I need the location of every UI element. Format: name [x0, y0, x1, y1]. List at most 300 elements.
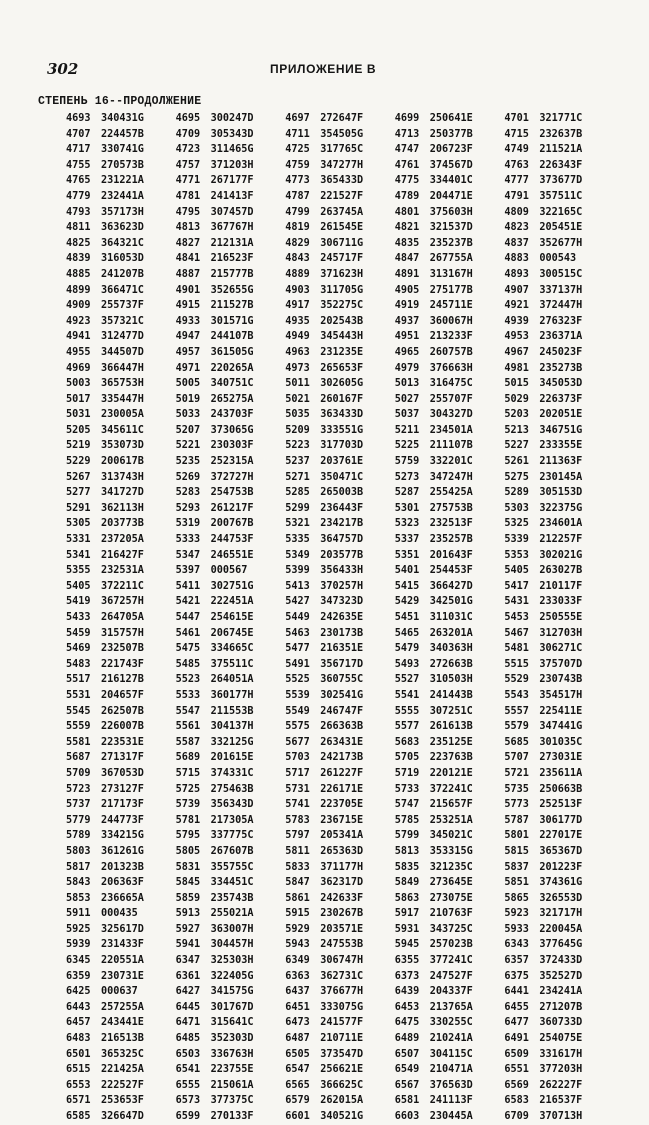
table-entry [504, 626, 614, 642]
entry-polynomial: 340751C [210, 378, 254, 390]
entry-polynomial: 307457D [210, 206, 254, 218]
table-entry [176, 1047, 286, 1063]
entry-polynomial: 234601A [539, 518, 583, 530]
entry-polynomial: 306271C [539, 643, 583, 655]
entry-degree: 6451 [285, 1001, 310, 1013]
entry-polynomial: 263745A [320, 206, 364, 218]
entry-polynomial: 265653F [320, 362, 364, 374]
entry-polynomial: 215657F [429, 799, 473, 811]
entry-degree: 5851 [504, 877, 529, 889]
entry-degree: 5405 [66, 580, 91, 592]
table-entry [395, 797, 505, 813]
table-entry [504, 813, 614, 829]
entry-degree: 4963 [285, 346, 310, 358]
entry-degree: 4967 [504, 346, 529, 358]
entry-degree: 5411 [175, 580, 201, 592]
entry-polynomial: 312477D [101, 331, 144, 343]
table-entry [66, 158, 176, 174]
entry-polynomial: 254753B [210, 487, 254, 499]
table-row [66, 953, 614, 969]
table-entry [395, 454, 505, 470]
entry-degree: 4717 [66, 144, 91, 156]
entry-polynomial: 261613B [429, 721, 473, 733]
entry-polynomial: 356433H [320, 565, 364, 577]
entry-polynomial: 266363B [320, 721, 364, 733]
entry-polynomial: 345053D [539, 378, 583, 390]
entry-polynomial: 307251C [429, 705, 473, 717]
table-entry [66, 1031, 176, 1047]
table-entry [285, 828, 395, 844]
table-entry [504, 657, 614, 673]
table-row [66, 1047, 614, 1063]
entry-polynomial: 360733D [539, 1017, 583, 1029]
table-entry [285, 392, 395, 408]
table-entry [285, 1109, 395, 1125]
table-entry [395, 891, 505, 907]
entry-degree: 5541 [394, 689, 420, 701]
entry-polynomial: 220121E [429, 767, 473, 779]
entry-polynomial: 200617B [101, 456, 144, 468]
entry-polynomial: 267607B [210, 845, 254, 857]
table-entry [395, 407, 505, 423]
entry-degree: 5811 [285, 845, 310, 857]
entry-polynomial: 345611C [101, 424, 144, 436]
entry-degree: 5003 [66, 378, 91, 390]
entry-polynomial: 230731E [101, 970, 144, 982]
table-entry [395, 361, 505, 377]
table-entry [66, 470, 176, 486]
table-entry [395, 953, 505, 969]
entry-polynomial: 357173H [101, 206, 144, 218]
entry-degree: 5469 [66, 643, 91, 655]
table-entry [66, 516, 176, 532]
entry-degree: 5491 [285, 658, 310, 670]
entry-polynomial: 371623H [320, 268, 364, 280]
entry-degree: 6599 [175, 1111, 201, 1122]
entry-polynomial: 345443H [320, 331, 364, 343]
entry-degree: 5859 [175, 892, 201, 904]
entry-degree: 5815 [504, 845, 529, 857]
table-entry [285, 937, 395, 953]
table-entry [504, 1093, 614, 1109]
entry-degree: 5795 [175, 830, 201, 842]
table-entry [285, 657, 395, 673]
entry-polynomial: 220265A [210, 362, 254, 374]
entry-polynomial: 255737F [101, 300, 144, 312]
entry-polynomial: 205341A [320, 830, 364, 842]
table-entry [285, 922, 395, 938]
table-entry [66, 594, 176, 610]
entry-degree: 6473 [285, 1017, 310, 1029]
entry-degree: 5479 [394, 643, 420, 655]
entry-polynomial: 347277H [320, 159, 364, 171]
entry-polynomial: 204471E [429, 190, 473, 202]
table-entry [285, 329, 395, 345]
entry-polynomial: 261217F [210, 502, 254, 514]
entry-degree: 5581 [66, 736, 91, 748]
table-entry [395, 672, 505, 688]
entry-polynomial: 216127B [101, 674, 144, 686]
table-entry [176, 735, 286, 751]
polynomial-table [66, 111, 614, 1125]
table-entry [395, 860, 505, 876]
entry-polynomial: 255707F [429, 393, 473, 405]
table-row [66, 937, 614, 953]
entry-degree: 5849 [394, 877, 420, 889]
entry-polynomial: 265003B [320, 487, 364, 499]
entry-degree: 5523 [175, 674, 201, 686]
entry-polynomial: 347441G [539, 721, 583, 733]
table-entry [176, 641, 286, 657]
entry-polynomial: 311031C [429, 612, 473, 623]
entry-polynomial: 326647D [101, 1111, 144, 1122]
entry-polynomial: 250663B [539, 783, 583, 795]
table-row [66, 189, 614, 205]
table-entry [66, 704, 176, 720]
entry-degree: 4723 [175, 144, 201, 156]
entry-degree: 6363 [285, 970, 310, 982]
entry-polynomial: 352275C [320, 300, 364, 312]
entry-degree: 5707 [504, 752, 529, 764]
entry-degree: 6585 [66, 1111, 91, 1122]
entry-degree: 4889 [285, 268, 310, 280]
entry-polynomial: 232507B [101, 643, 144, 655]
table-row [66, 392, 614, 408]
entry-polynomial: 372447H [539, 300, 583, 312]
entry-polynomial: 262227F [539, 1079, 583, 1091]
entry-polynomial: 377203H [539, 1064, 583, 1076]
table-row [66, 329, 614, 345]
entry-degree: 5417 [504, 580, 529, 592]
table-entry [504, 314, 614, 330]
table-entry [285, 641, 395, 657]
table-entry [66, 750, 176, 766]
table-entry [285, 236, 395, 252]
entry-degree: 5915 [285, 908, 310, 920]
entry-polynomial: 354505G [320, 128, 364, 140]
entry-degree: 4793 [66, 206, 91, 218]
table-entry [176, 127, 286, 143]
table-entry [395, 111, 505, 127]
table-entry [285, 454, 395, 470]
table-row [66, 220, 614, 236]
table-entry [176, 672, 286, 688]
entry-degree: 5429 [394, 596, 420, 608]
entry-polynomial: 352677H [539, 237, 583, 249]
table-entry [285, 735, 395, 751]
table-entry [285, 563, 395, 579]
entry-polynomial: 221425A [101, 1064, 144, 1076]
entry-degree: 5731 [285, 783, 310, 795]
entry-polynomial: 211553B [210, 705, 254, 717]
table-entry [66, 937, 176, 953]
table-entry [504, 205, 614, 221]
entry-polynomial: 262507B [101, 705, 144, 717]
entry-polynomial: 241207B [101, 268, 144, 280]
entry-degree: 6443 [66, 1001, 91, 1013]
entry-polynomial: 373547D [320, 1048, 364, 1060]
entry-degree: 6603 [394, 1111, 420, 1122]
entry-polynomial: 235257B [429, 534, 473, 546]
table-entry [176, 610, 286, 626]
table-entry [285, 1062, 395, 1078]
table-row [66, 782, 614, 798]
entry-polynomial: 270573B [101, 159, 144, 171]
table-entry [66, 860, 176, 876]
entry-degree: 5517 [66, 674, 91, 686]
entry-degree: 5797 [285, 830, 310, 842]
table-entry [66, 251, 176, 267]
table-row [66, 735, 614, 751]
entry-degree: 4765 [66, 175, 91, 187]
table-entry [504, 485, 614, 501]
entry-degree: 5415 [394, 580, 420, 592]
entry-polynomial: 255021A [210, 908, 254, 920]
table-entry [285, 688, 395, 704]
entry-degree: 5273 [394, 471, 420, 483]
entry-degree: 5413 [285, 580, 310, 592]
entry-polynomial: 273645E [429, 877, 473, 889]
table-entry [285, 844, 395, 860]
table-entry [176, 548, 286, 564]
entry-degree: 6547 [285, 1064, 310, 1076]
table-entry [176, 984, 286, 1000]
entry-degree: 5747 [394, 799, 420, 811]
entry-polynomial: 306747H [320, 955, 364, 967]
entry-polynomial: 276323F [539, 315, 583, 327]
table-entry [395, 392, 505, 408]
entry-degree: 4777 [504, 175, 529, 187]
entry-degree: 5783 [285, 814, 310, 826]
entry-polynomial: 272663B [429, 658, 473, 670]
entry-polynomial: 226171E [320, 783, 364, 795]
entry-polynomial: 230173B [320, 627, 364, 639]
entry-polynomial: 201643F [429, 549, 473, 561]
entry-polynomial: 211107B [429, 440, 473, 452]
entry-degree: 5741 [285, 799, 310, 811]
entry-polynomial: 365753H [101, 378, 144, 390]
entry-polynomial: 223763B [429, 752, 473, 764]
entry-degree: 5237 [285, 456, 310, 468]
entry-polynomial: 366625C [320, 1079, 364, 1091]
table-entry [66, 1109, 176, 1125]
entry-polynomial: 304137H [210, 721, 254, 733]
table-entry [66, 563, 176, 579]
entry-polynomial: 232441A [101, 190, 144, 202]
table-entry [285, 345, 395, 361]
entry-polynomial: 250377B [429, 128, 473, 140]
entry-degree: 5337 [394, 534, 420, 546]
table-row [66, 766, 614, 782]
table-entry [285, 875, 395, 891]
entry-degree: 5709 [66, 767, 91, 779]
entry-degree: 6437 [285, 986, 310, 998]
entry-polynomial: 211363F [539, 456, 583, 468]
table-entry [66, 1093, 176, 1109]
entry-polynomial: 361505G [210, 346, 254, 358]
entry-degree: 5737 [66, 799, 91, 811]
entry-polynomial: 236371A [539, 331, 583, 343]
page-number: 302 [47, 60, 79, 78]
table-row [66, 532, 614, 548]
table-row [66, 984, 614, 1000]
entry-degree: 5705 [394, 752, 420, 764]
entry-degree: 4905 [394, 284, 420, 296]
entry-degree: 6361 [175, 970, 201, 982]
entry-polynomial: 206745E [210, 627, 254, 639]
entry-polynomial: 247527F [429, 970, 473, 982]
table-entry [395, 813, 505, 829]
table-row [66, 485, 614, 501]
table-entry [176, 142, 286, 158]
table-entry [176, 1062, 286, 1078]
entry-degree: 5531 [66, 689, 91, 701]
entry-degree: 5579 [504, 721, 529, 733]
table-entry [66, 813, 176, 829]
entry-degree: 5843 [66, 877, 91, 889]
entry-polynomial: 302751G [210, 580, 254, 592]
entry-polynomial: 361261G [101, 845, 144, 857]
entry-degree: 4699 [394, 113, 420, 124]
entry-degree: 4909 [66, 300, 91, 312]
entry-degree: 6555 [175, 1079, 201, 1091]
entry-degree: 5835 [394, 861, 420, 873]
entry-polynomial: 305153D [539, 487, 583, 499]
table-entry [395, 485, 505, 501]
table-entry [285, 906, 395, 922]
table-entry [176, 173, 286, 189]
table-entry [285, 142, 395, 158]
table-entry [395, 828, 505, 844]
table-entry [504, 251, 614, 267]
entry-polynomial: 366471C [101, 284, 144, 296]
entry-polynomial: 210763F [429, 908, 473, 920]
table-entry [504, 220, 614, 236]
entry-degree: 6553 [66, 1079, 91, 1091]
entry-polynomial: 216513B [101, 1033, 144, 1045]
table-entry [285, 1078, 395, 1094]
table-row [66, 345, 614, 361]
entry-polynomial: 353073D [101, 440, 144, 452]
entry-degree: 5533 [175, 689, 201, 701]
entry-polynomial: 362113H [101, 502, 144, 514]
entry-polynomial: 340363H [429, 643, 473, 655]
entry-polynomial: 200767B [210, 518, 254, 530]
entry-degree: 5477 [285, 643, 310, 655]
entry-polynomial: 350471C [320, 471, 364, 483]
table-row [66, 969, 614, 985]
entry-polynomial: 234241A [539, 986, 583, 998]
table-entry [504, 423, 614, 439]
table-entry [285, 283, 395, 299]
entry-degree: 5481 [504, 643, 529, 655]
entry-degree: 5447 [175, 612, 201, 623]
entry-polynomial: 322165C [539, 206, 583, 218]
entry-degree: 5305 [66, 518, 91, 530]
entry-polynomial: 342501G [429, 596, 473, 608]
entry-polynomial: 250555E [539, 612, 583, 623]
entry-degree: 4971 [175, 362, 201, 374]
table-entry [395, 1047, 505, 1063]
entry-degree: 6601 [285, 1111, 310, 1122]
table-entry [176, 922, 286, 938]
table-entry [66, 532, 176, 548]
entry-degree: 5203 [504, 409, 529, 421]
table-entry [504, 891, 614, 907]
entry-polynomial: 202543B [320, 315, 364, 327]
table-entry [66, 844, 176, 860]
table-entry [395, 516, 505, 532]
entry-degree: 5685 [504, 736, 529, 748]
table-entry [504, 376, 614, 392]
table-entry [504, 860, 614, 876]
table-entry [176, 361, 286, 377]
entry-polynomial: 263431E [320, 736, 364, 748]
entry-polynomial: 222527F [101, 1079, 144, 1091]
table-entry [504, 922, 614, 938]
entry-polynomial: 365433D [320, 175, 364, 187]
entry-degree: 5805 [175, 845, 201, 857]
entry-degree: 6487 [285, 1033, 310, 1045]
entry-polynomial: 236443F [320, 502, 364, 514]
table-entry [66, 579, 176, 595]
table-entry [395, 641, 505, 657]
entry-degree: 5683 [394, 736, 420, 748]
entry-polynomial: 243703F [210, 409, 254, 421]
entry-polynomial: 326553D [539, 892, 583, 904]
entry-degree: 6349 [285, 955, 310, 967]
entry-degree: 4715 [504, 128, 529, 140]
table-row [66, 438, 614, 454]
entry-degree: 5545 [66, 705, 91, 717]
entry-degree: 6549 [394, 1064, 420, 1076]
table-entry [176, 766, 286, 782]
entry-polynomial: 241413F [210, 190, 254, 202]
entry-degree: 6343 [504, 939, 529, 951]
entry-degree: 4903 [285, 284, 310, 296]
entry-polynomial: 223531E [101, 736, 144, 748]
table-entry [285, 267, 395, 283]
table-entry [176, 532, 286, 548]
entry-degree: 4819 [285, 222, 310, 234]
entry-degree: 5267 [66, 471, 91, 483]
entry-degree: 6579 [285, 1095, 310, 1107]
entry-degree: 5221 [175, 440, 201, 452]
entry-polynomial: 365367D [539, 845, 583, 857]
entry-degree: 4799 [285, 206, 310, 218]
entry-degree: 5433 [66, 612, 91, 623]
table-entry [395, 704, 505, 720]
table-entry [176, 220, 286, 236]
entry-degree: 6505 [285, 1048, 310, 1060]
entry-degree: 4837 [504, 237, 529, 249]
table-entry [66, 953, 176, 969]
running-title: ПРИЛОЖЕНИЕ В [270, 62, 377, 76]
entry-polynomial: 236715E [320, 814, 364, 826]
entry-polynomial: 337775C [210, 830, 254, 842]
table-entry [395, 236, 505, 252]
entry-polynomial: 372433D [539, 955, 583, 967]
entry-degree: 6445 [175, 1001, 201, 1013]
table-entry [176, 205, 286, 221]
entry-degree: 5463 [285, 627, 310, 639]
entry-polynomial: 363007H [210, 923, 254, 935]
table-entry [395, 532, 505, 548]
entry-degree: 5223 [285, 440, 310, 452]
entry-polynomial: 335447H [101, 393, 144, 405]
table-row [66, 127, 614, 143]
entry-degree: 5689 [175, 752, 201, 764]
